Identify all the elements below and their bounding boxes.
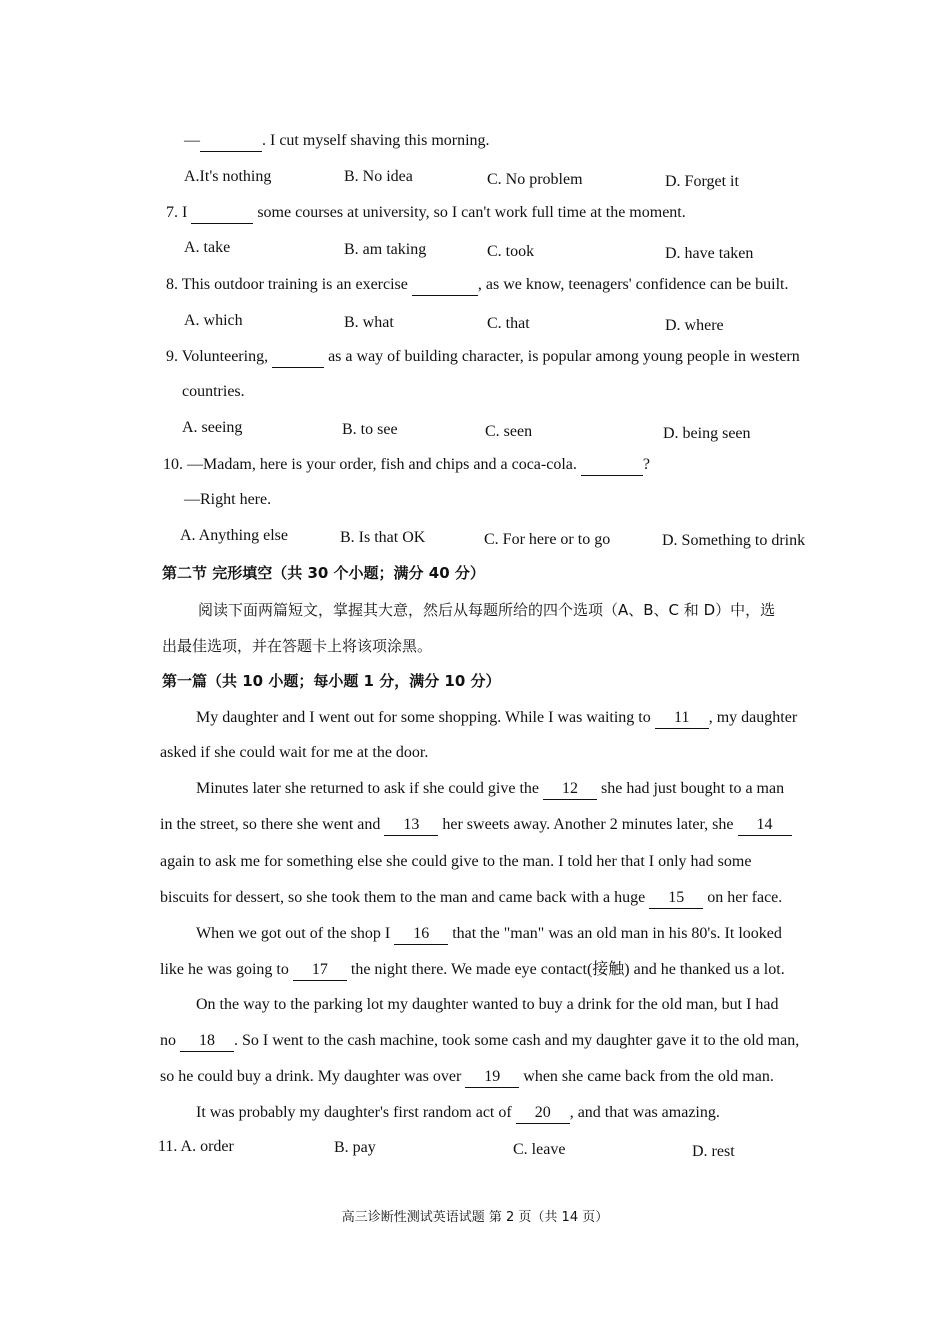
q11-option-c: C. leave [513,1141,566,1158]
passage-line-12 [196,1103,720,1124]
q11-option-b: B. pay [334,1139,376,1156]
q6-stem [184,131,490,152]
passage-text: no [160,1032,176,1049]
q7-option-d: D. have taken [665,245,754,262]
passage-line-3 [196,779,784,800]
q9-option-d: D. being seen [663,425,751,442]
section-instruction-1: 阅读下面两篇短文，掌握其大意，然后从每题所给的四个选项（A、B、C 和 D）中，选 [198,601,776,619]
q9-option-b: B. to see [342,421,398,438]
q6-option-c: C. No problem [487,171,583,188]
q11-option-d: D. rest [692,1143,735,1160]
blank-13: 13 [384,815,438,836]
passage-text: she had just bought to a man [601,780,785,797]
q10-stem [163,455,650,476]
passage-line-7 [196,924,782,945]
q8-stem-a: 8. This outdoor training is an exercise [166,276,408,293]
blank-11: 11 [655,708,709,729]
passage-text: in the street, so there she went and [160,816,381,833]
q7-option-a: A. take [184,239,231,256]
blank-17: 17 [293,960,347,981]
passage-text: It was probably my daughter's first random act of [196,1104,512,1121]
q10-option-c: C. For here or to go [484,531,611,548]
blank-16: 16 [394,924,448,945]
passage-text: When we got out of the shop I [196,925,391,942]
q9-blank [272,347,324,368]
q10-option-b: B. Is that OK [340,529,426,546]
q7-option-c: C. took [487,243,535,260]
passage-text: . So I went to the cash machine, took some cash and my daughter gave it to the old man, [234,1032,800,1049]
q8-option-a: A. which [184,312,243,329]
q10-stem-a: 10. —Madam, here is your order, fish and chips and a coca-cola. [163,456,577,473]
part-title: 第一篇（共 10 小题；每小题 1 分，满分 10 分） [162,672,501,690]
q10-blank [581,455,643,476]
passage-line-2: asked if she could wait for me at the door. [160,744,429,761]
q6-option-a: A.It's nothing [184,168,272,185]
q8-stem [166,275,788,296]
passage-text: , and that was amazing. [569,1104,720,1121]
page-footer: 高三诊断性测试英语试题 第 2 页（共 14 页） [341,1210,609,1225]
passage-line-8 [160,960,785,981]
q8-option-b: B. what [344,314,394,331]
passage-line-10 [160,1031,799,1052]
q7-stem-b: some courses at university, so I can't work full time at the moment. [257,204,686,221]
passage-text: like he was going to [160,961,289,978]
passage-line-1 [196,708,797,729]
passage-line-6 [160,888,782,909]
q6-dash: — [184,132,200,149]
blank-20: 20 [516,1103,570,1124]
blank-19: 19 [465,1067,519,1088]
passage-line-5: again to ask me for something else she could give to the man. I told her that I only had some [160,853,752,870]
q9-stem-a: 9. Volunteering, [166,348,269,365]
passage-text: My daughter and I went out for some shopping. While I was waiting to [196,709,651,726]
passage-text: the night there. We made eye contact(接触) and he thanked us a lot. [350,961,785,978]
passage-line-4 [160,815,792,836]
passage-text: so he could buy a drink. My daughter was over [160,1068,462,1085]
blank-15: 15 [649,888,703,909]
q6-option-d: D. Forget it [665,173,739,190]
q8-blank [412,275,478,296]
q11-option-a: 11. A. order [158,1138,234,1155]
q9-option-c: C. seen [485,423,533,440]
q9-option-a: A. seeing [182,419,243,436]
q6-option-b: B. No idea [344,168,413,185]
q8-option-d: D. where [665,317,724,334]
q7-stem-a: 7. I [166,204,188,221]
passage-line-11 [160,1067,774,1088]
q9-stem [166,347,800,368]
passage-text: that the "man" was an old man in his 80's. It looked [452,925,782,942]
passage-text: when she came back from the old man. [523,1068,774,1085]
q10-stem-b: ? [642,456,650,473]
q7-option-b: B. am taking [344,241,427,258]
q8-option-c: C. that [487,315,530,332]
q10-reply: —Right here. [184,491,272,508]
blank-12: 12 [543,779,597,800]
passage-text: biscuits for dessert, so she took them to the man and came back with a huge [160,889,646,906]
passage-line-9: On the way to the parking lot my daughter wanted to buy a drink for the old man, but I had [196,996,779,1013]
blank-18: 18 [180,1031,234,1052]
q9-stem-cont: countries. [182,383,245,400]
q7-blank [191,203,253,224]
section-title: 第二节 完形填空（共 30 个小题；满分 40 分） [162,564,485,582]
q6-blank [200,131,262,152]
q9-stem-b: as a way of building character, is popular among young people in western [328,348,800,365]
q10-option-d: D. Something to drink [662,532,806,549]
q7-stem [166,203,686,224]
q10-option-a: A. Anything else [180,527,288,544]
section-instruction-2: 出最佳选项，并在答题卡上将该项涂黑。 [162,637,433,655]
passage-text: Minutes later she returned to ask if she could give the [196,780,540,797]
blank-14: 14 [738,815,792,836]
passage-text: her sweets away. Another 2 minutes later, she [442,816,734,833]
passage-text: on her face. [707,889,783,906]
q6-stem-text: . I cut myself shaving this morning. [262,132,490,149]
q8-stem-b: , as we know, teenagers' confidence can be built. [477,276,789,293]
passage-text: , my daughter [708,709,798,726]
